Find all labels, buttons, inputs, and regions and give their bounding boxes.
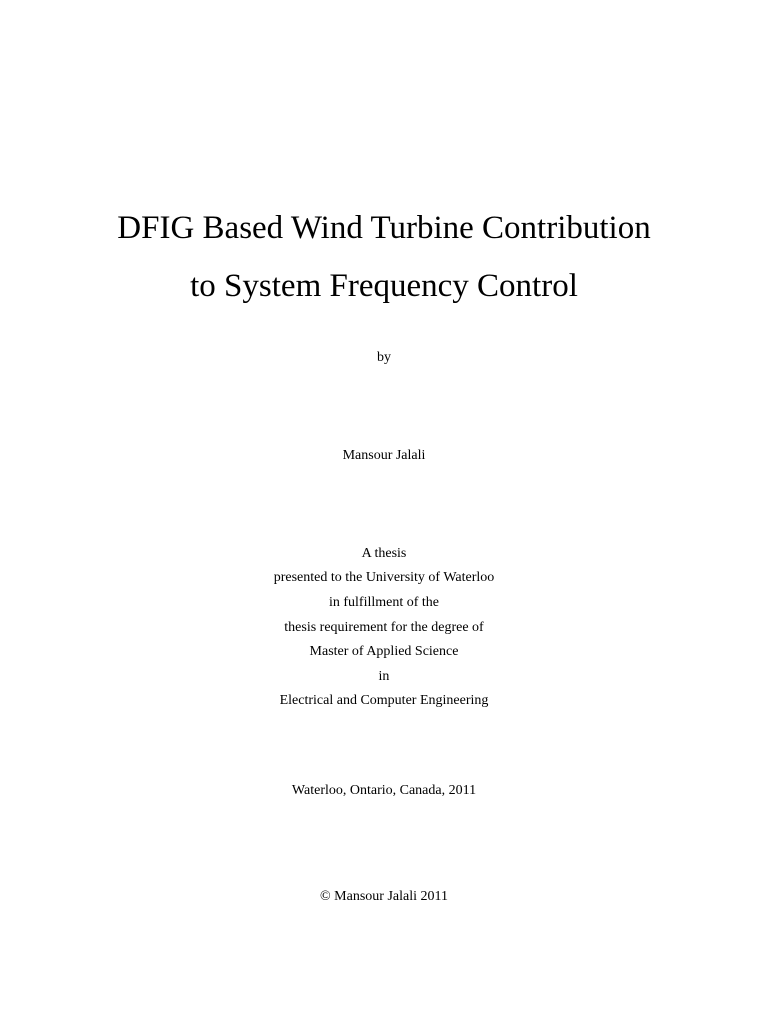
thesis-statement-line: presented to the University of Waterloo bbox=[273, 570, 495, 585]
copyright-notice: © Mansour Jalali 2011 bbox=[320, 889, 448, 904]
thesis-statement-line: thesis requirement for the degree of bbox=[284, 620, 484, 635]
thesis-statement-line: in fulfillment of the bbox=[328, 595, 440, 610]
thesis-title-line-2: to System Frequency Control bbox=[190, 268, 578, 304]
thesis-title-line-1: DFIG Based Wind Turbine Contribution bbox=[117, 210, 651, 246]
author-name: Mansour Jalali bbox=[342, 448, 426, 463]
place-and-year: Waterloo, Ontario, Canada, 2011 bbox=[291, 783, 477, 798]
degree-name: Master of Applied Science bbox=[309, 644, 459, 659]
department-name: Electrical and Computer Engineering bbox=[279, 693, 489, 708]
thesis-statement-line: A thesis bbox=[361, 546, 407, 561]
by-label: by bbox=[377, 350, 391, 365]
thesis-statement-line: in bbox=[378, 669, 390, 684]
